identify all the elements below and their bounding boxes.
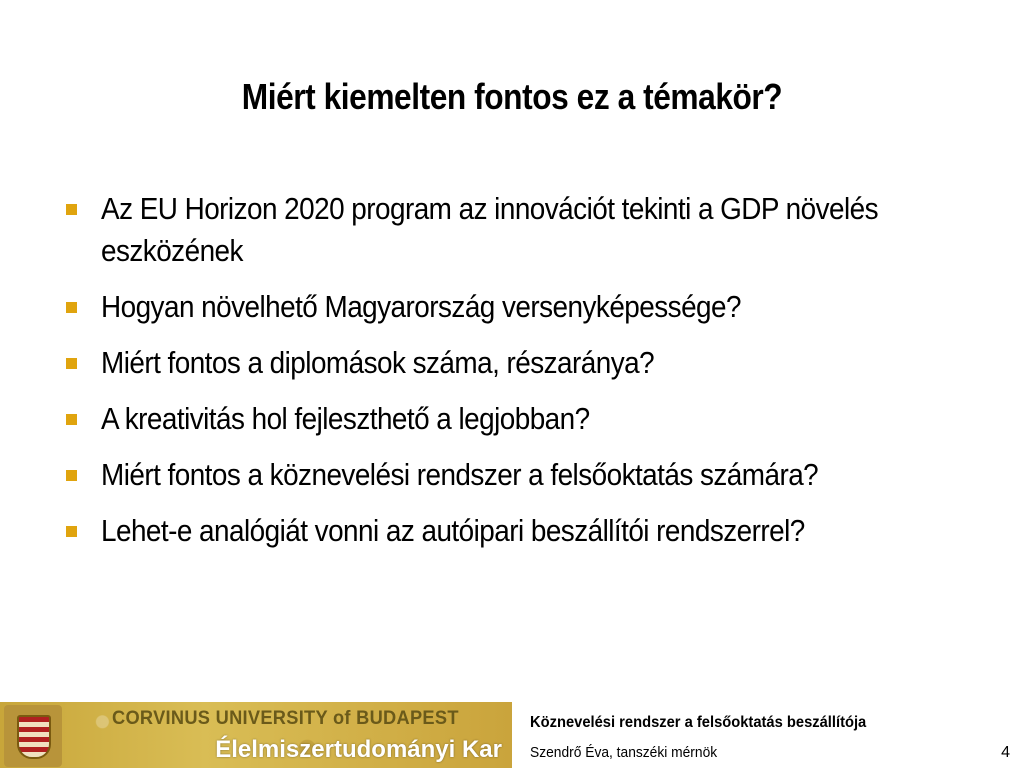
square-bullet-icon <box>66 302 77 313</box>
faculty-name: Élelmiszertudományi Kar <box>215 736 502 763</box>
bullet-text: Lehet-e analógiát vonni az autóipari beszállítói rendszerrel? <box>101 513 805 548</box>
slide-title: Miért kiemelten fontos ez a témakör? <box>241 76 783 117</box>
bullet-item <box>64 510 1004 552</box>
square-bullet-icon <box>66 526 77 537</box>
bullet-text: Az EU Horizon 2020 program az innovációt tekinti a GDP növelés eszközének <box>101 191 879 268</box>
square-bullet-icon <box>66 204 77 215</box>
bullet-text: Miért fontos a diplomások száma, részaránya? <box>101 345 655 380</box>
university-logo-banner <box>0 702 512 768</box>
bullet-item <box>64 398 1004 440</box>
square-bullet-icon <box>66 470 77 481</box>
bullet-text: A kreativitás hol fejleszthető a legjobban? <box>101 401 590 436</box>
bullet-item <box>64 188 1004 272</box>
page-number: 4 <box>1001 744 1010 761</box>
bullet-item <box>64 454 1004 496</box>
university-name: CORVINUS UNIVERSITY of BUDAPEST <box>112 708 459 729</box>
footer-title: Köznevelési rendszer a felsőoktatás beszállítója <box>530 714 867 731</box>
square-bullet-icon <box>66 358 77 369</box>
bullet-text: Hogyan növelhető Magyarország versenyképessége? <box>101 289 741 324</box>
bullet-item <box>64 286 1004 328</box>
bullet-text: Miért fontos a köznevelési rendszer a felsőoktatás számára? <box>101 457 819 492</box>
footer-author: Szendrő Éva, tanszéki mérnök <box>530 744 718 761</box>
bullet-item <box>64 342 1004 384</box>
slide-footer <box>0 702 1024 768</box>
bullet-list <box>64 188 1004 566</box>
shield-icon <box>17 715 51 759</box>
crest-icon <box>4 705 62 767</box>
square-bullet-icon <box>66 414 77 425</box>
